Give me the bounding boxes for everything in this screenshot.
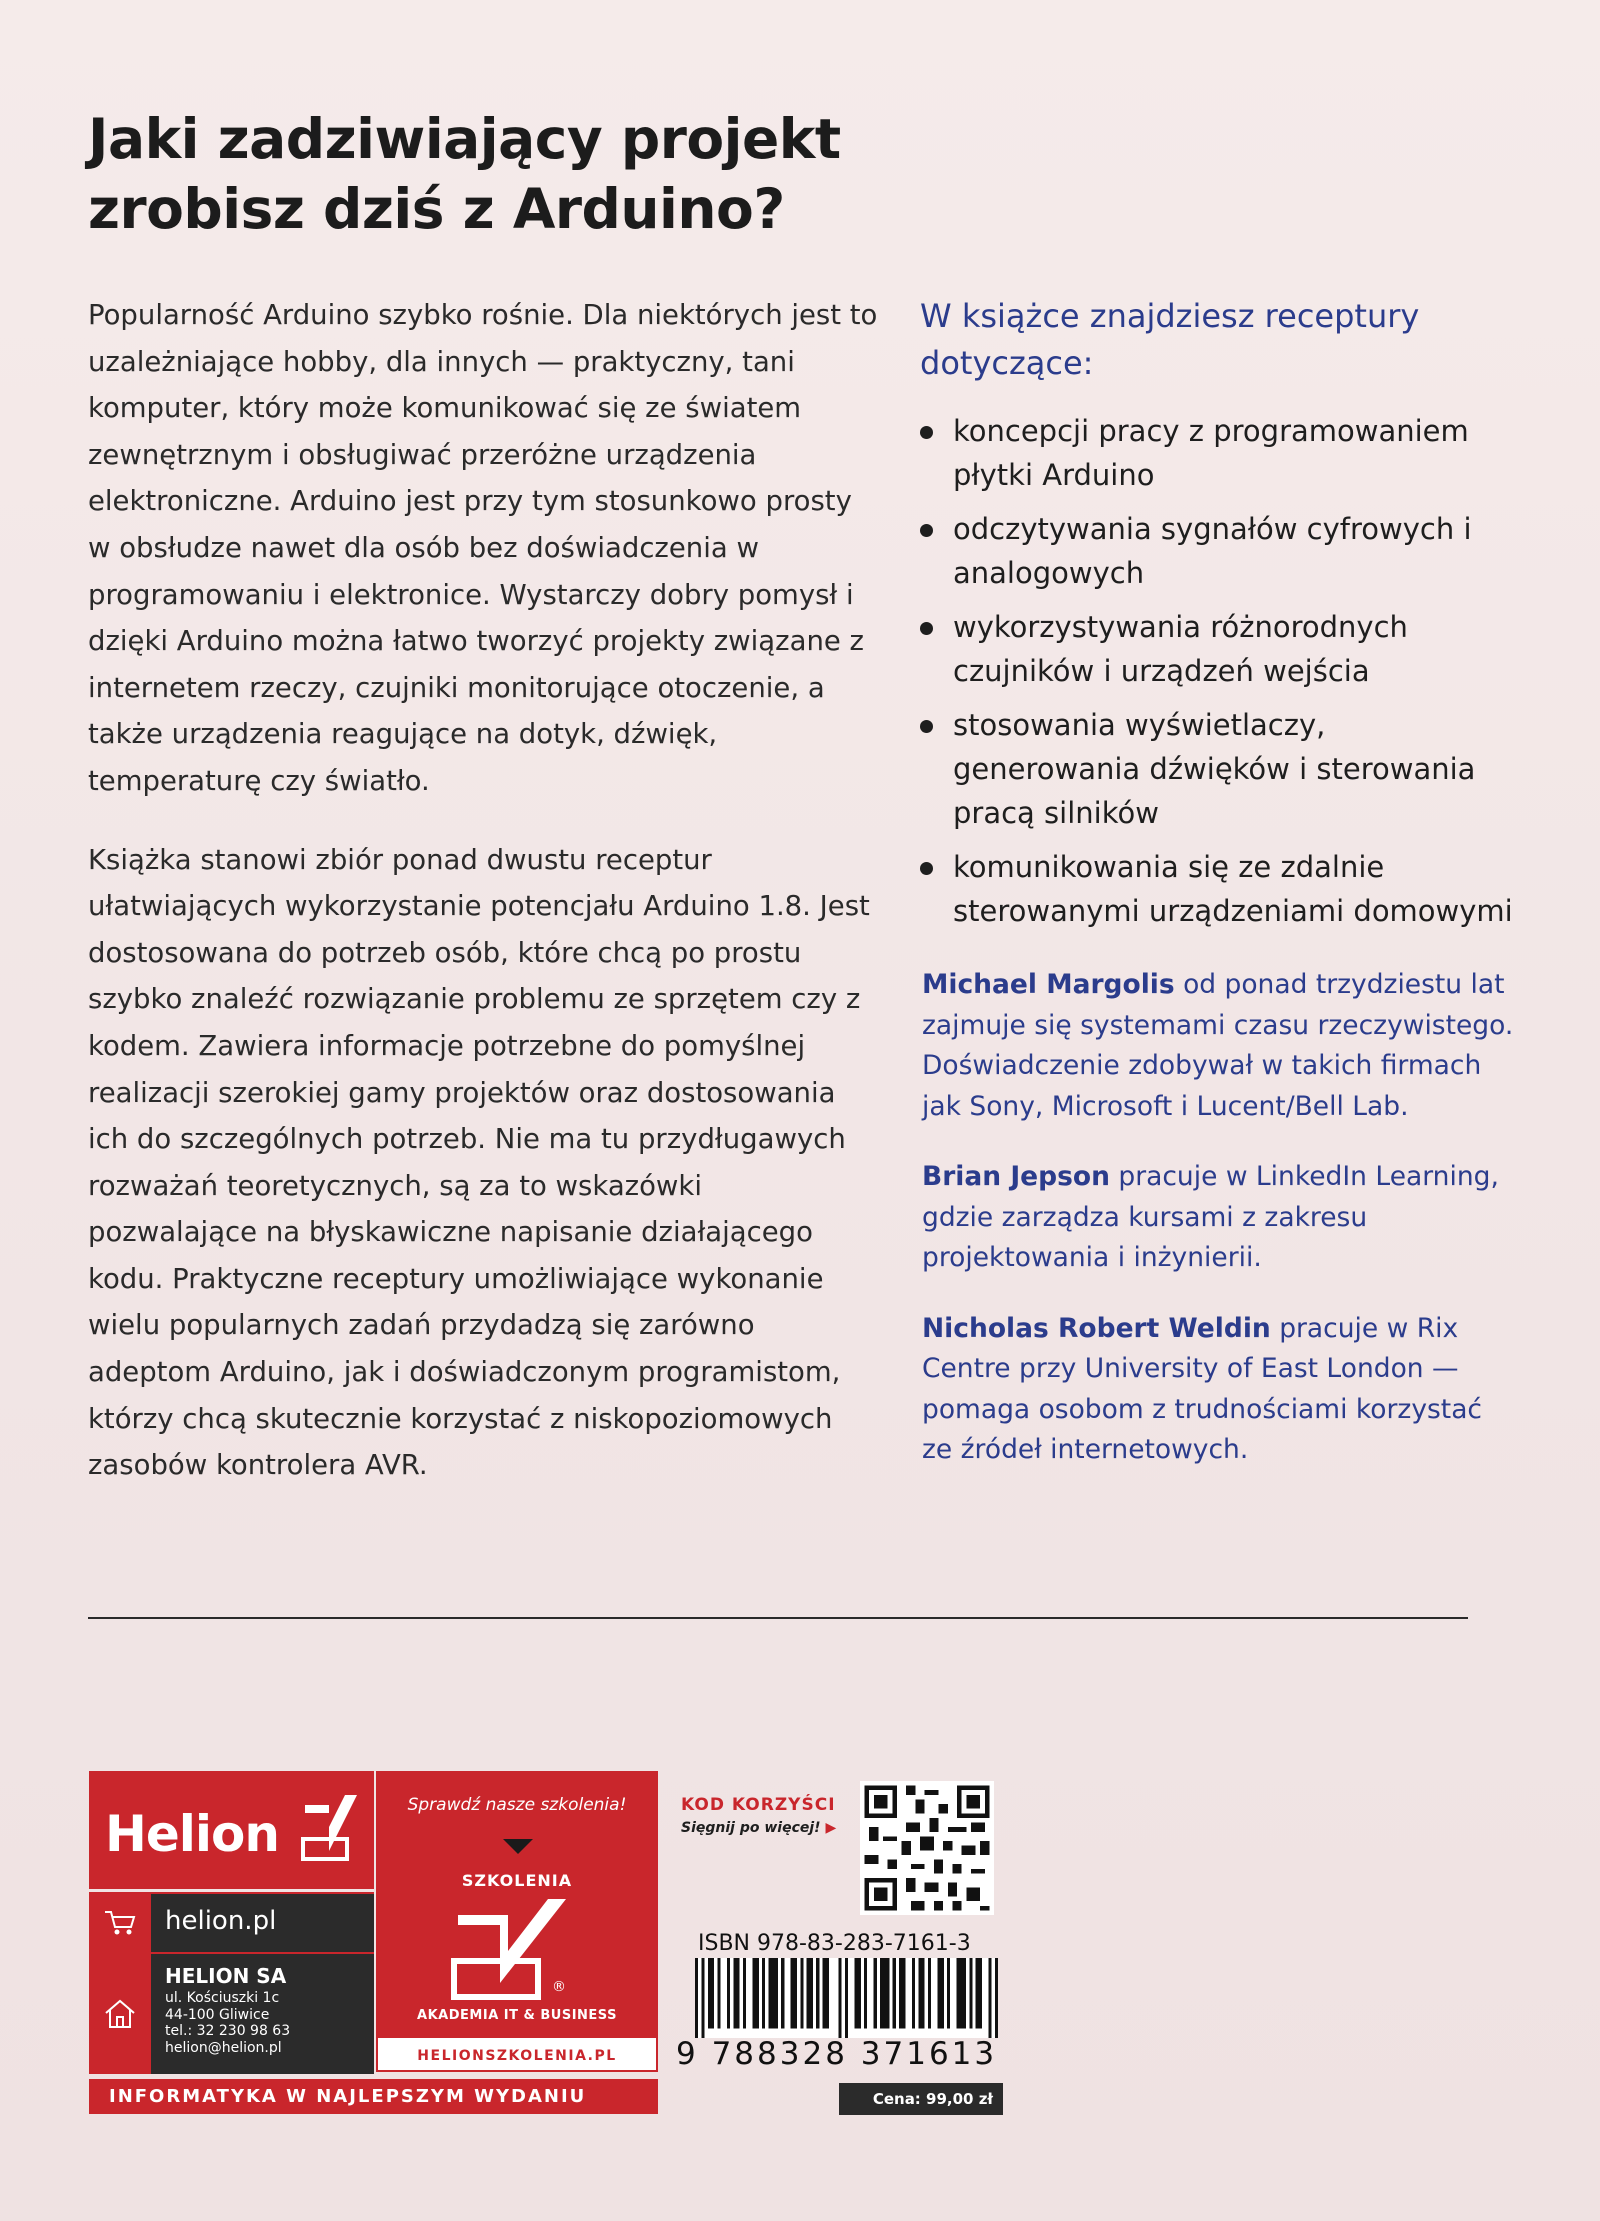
list-item-text: stosowania wyświetlaczy, generowania dźwięków i sterowania pracą silników	[953, 708, 1476, 830]
author-bio	[922, 1157, 1520, 1279]
promo-code-title: KOD KORZYŚCI	[681, 1795, 836, 1815]
list-item-text: odczytywania sygnałów cyfrowych i analogowych	[953, 512, 1472, 590]
contents-heading: W książce znajdziesz receptury dotyczące:	[920, 297, 1420, 382]
training-cta: Sprawdź nasze szkolenia!	[407, 1795, 627, 1815]
list-item	[920, 605, 1520, 693]
list-item-text: wykorzystywania różnorodnych czujników i urządzeń wejścia	[953, 610, 1408, 688]
price-label: Cena: 99,00 zł	[839, 2083, 1003, 2115]
publisher-logo: Helion	[105, 1805, 279, 1863]
registered-mark: ®	[552, 1979, 566, 1995]
intro-paragraph: Popularność Arduino szybko rośnie. Dla niektórych jest to uzależniające hobby, dla innych — praktyczny, tani komputer, który może komunikować się ze światem zewnętrznym i obsługiwać przeróżne urządzenia elektroniczne. Arduino jest przy tym stosunkowo prosty w obsłudze nawet dla osób bez doświadczenia w programowaniu i elektronice. Wystarczy dobry pomysł i dzięki Arduino można łatwo tworzyć projekty związane z internetem rzeczy, czujniki monitorujące otoczenie, a także urządzenia reagujące na dotyk, dźwięk, temperaturę czy światło.	[88, 299, 878, 797]
down-arrow-icon	[503, 1839, 533, 1854]
author-bio	[922, 1309, 1520, 1471]
checkmark-logo-icon	[448, 1895, 578, 2005]
cart-icon	[89, 1894, 151, 1952]
contents-column	[920, 293, 1520, 1501]
title-line-2: zrobisz dziś z Arduino?	[88, 177, 785, 241]
promo-code-subtitle	[681, 1820, 836, 1836]
author-bio	[922, 965, 1520, 1127]
author-name: Nicholas Robert Weldin	[922, 1312, 1271, 1344]
address-line: ul. Kościuszki 1c	[165, 1990, 280, 2006]
website-link[interactable]: helion.pl	[165, 1906, 277, 1936]
list-item	[920, 845, 1520, 933]
address-row	[89, 1952, 374, 2074]
title-line-1: Jaki zadziwiający projekt	[88, 107, 841, 171]
page-title	[88, 104, 988, 244]
bullet-icon	[920, 862, 933, 875]
address-line: tel.: 32 230 98 63	[165, 2023, 291, 2039]
checkmark-logo-icon	[301, 1791, 361, 1863]
barcode-icon	[695, 1958, 998, 2038]
company-name: HELION SA	[165, 1964, 287, 1988]
website-row[interactable]	[89, 1892, 374, 1952]
author-name: Michael Margolis	[922, 969, 1175, 1000]
description-column	[88, 292, 878, 1521]
isbn-number: ISBN 978-83-283-7161-3	[698, 1931, 971, 1956]
training-subtitle: AKADEMIA IT & BUSINESS	[417, 2008, 617, 2023]
author-bio-text: pracuje w LinkedIn Learning, gdzie zarządza kursami z zakresu projektowania i inżynierii.	[922, 1161, 1499, 1273]
training-website-link[interactable]: HELIONSZKOLENIA.PL	[376, 2036, 658, 2072]
contents-list	[920, 409, 1520, 933]
horizontal-divider	[88, 1617, 1468, 1619]
address-line: helion@helion.pl	[165, 2039, 282, 2056]
barcode-digits: 9 788328 371613	[676, 2036, 998, 2072]
bullet-icon	[920, 524, 933, 537]
list-item-text: komunikowania się ze zdalnie sterowanymi urządzeniami domowymi	[953, 850, 1513, 928]
author-bio-text: pracuje w Rix Centre przy University of East London — pomaga osobom z trudnościami korzystać ze źródeł internetowych.	[922, 1312, 1483, 1465]
training-promo	[376, 1771, 658, 2072]
author-name: Brian Jepson	[922, 1161, 1110, 1192]
author-bio-text: od ponad trzydziestu lat zajmuje się systemami czasu rzeczywistego. Doświadczenie zdobywał w takich firmach jak Sony, Microsoft i Lucent/Bell Lab.	[922, 969, 1514, 1122]
intro-paragraph: Książka stanowi zbiór ponad dwustu receptur ułatwiających wykorzystanie potencjału Arduino 1.8. Jest dostosowana do potrzeb osób, które chcą po prostu szybko znaleźć rozwiązanie problemu ze sprzętem czy z kodem. Zawiera informacje potrzebne do pomyślnej realizacji szerokiej gamy projektów oraz dostosowania ich do szczególnych potrzeb. Nie ma tu przydługawych rozważań teoretycznych, są za to wskazówki pozwalające na błyskawiczne napisanie działającego kodu. Praktyczne receptury umożliwiające wykonanie wielu popularnych zadań przydadzą się zarówno adeptom Arduino, jak i doświadczonym programistom, którzy chcą skutecznie korzystać z niskopoziomowych zasobów kontrolera AVR.	[88, 843, 870, 1482]
address-line: 44-100 Gliwice	[165, 2006, 270, 2023]
bullet-icon	[920, 622, 933, 635]
home-icon	[89, 1954, 151, 2074]
bullet-icon	[920, 426, 933, 439]
list-item	[920, 409, 1520, 497]
training-label: SZKOLENIA	[461, 1871, 573, 1890]
publisher-logo-box	[89, 1771, 374, 1889]
qr-code-icon[interactable]	[860, 1781, 994, 1915]
company-address	[165, 1990, 290, 2056]
publisher-slogan: INFORMATYKA W NAJLEPSZYM WYDANIU	[89, 2079, 658, 2114]
promo-subtitle-text: Sięgnij po więcej!	[681, 1820, 821, 1836]
arrow-right-icon: ▶	[825, 1820, 837, 1836]
list-item	[920, 703, 1520, 835]
bullet-icon	[920, 720, 933, 733]
list-item-text: koncepcji pracy z programowaniem płytki Arduino	[953, 414, 1469, 492]
list-item	[920, 507, 1520, 595]
